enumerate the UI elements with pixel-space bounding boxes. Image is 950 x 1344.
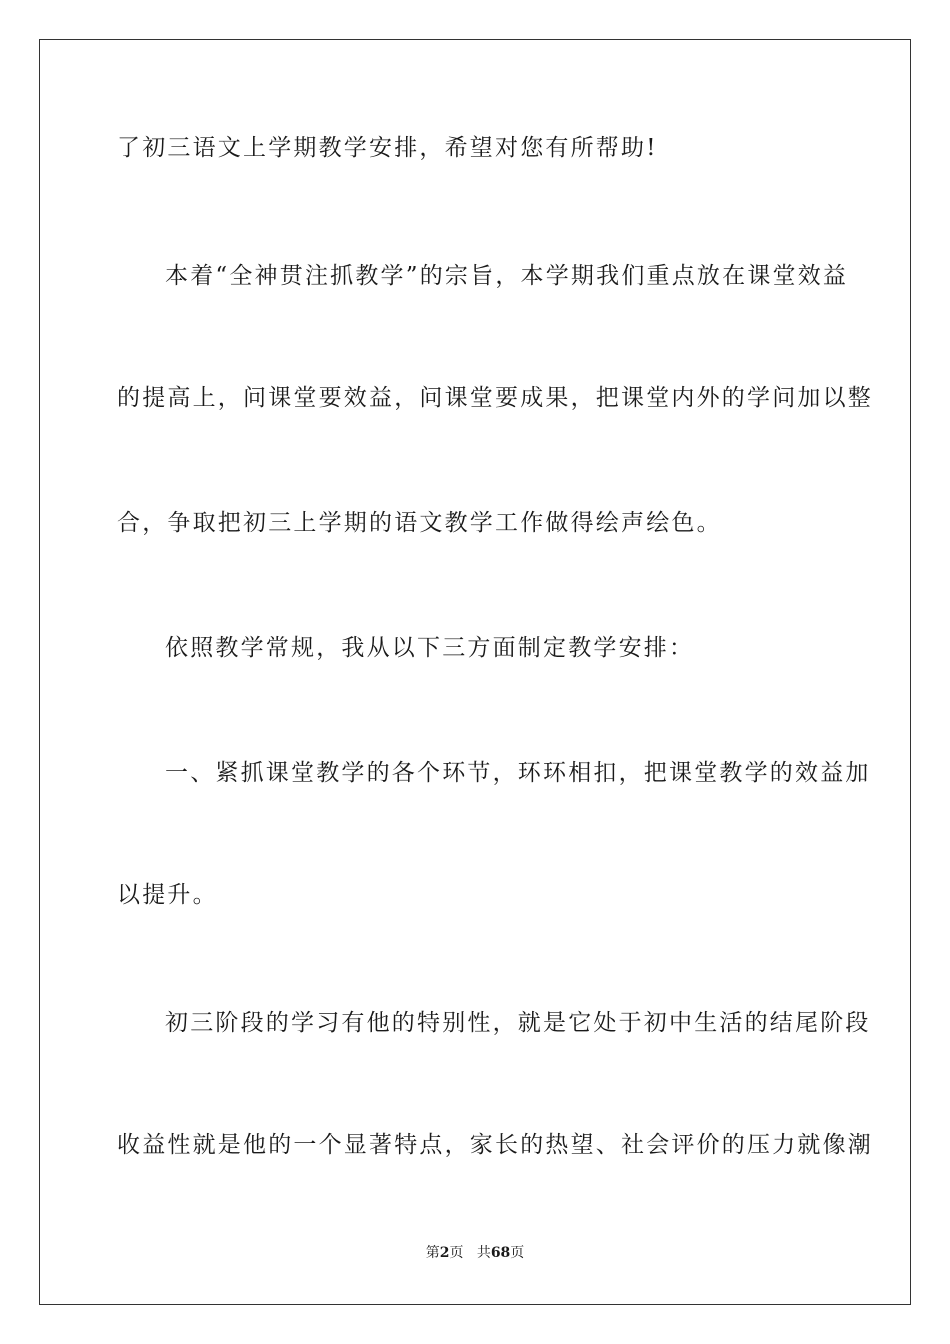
footer-total-suffix: 页 xyxy=(510,1245,525,1261)
text-line-1: 了初三语文上学期教学安排，希望对您有所帮助! xyxy=(117,135,658,161)
text-line-4: 合，争取把初三上学期的语文教学工作做得绘声绘色。 xyxy=(117,510,722,536)
text-line-5: 依照教学常规，我从以下三方面制定教学安排： xyxy=(165,635,695,661)
text-line-2: 本着“全神贯注抓教学”的宗旨，本学期我们重点放在课堂效益 xyxy=(165,263,849,289)
text-line-8: 初三阶段的学习有他的特别性，就是它处于初中生活的结尾阶段 xyxy=(165,1010,871,1036)
text-line-6: 一、紧抓课堂教学的各个环节，环环相扣，把课堂教学的效益加 xyxy=(165,760,871,786)
footer-total-pages: 68 xyxy=(490,1245,511,1261)
footer-page-number: 2 xyxy=(439,1245,450,1261)
page-border xyxy=(39,39,911,1305)
footer-total-prefix: 共 xyxy=(476,1245,491,1261)
text-line-7: 以提升。 xyxy=(117,882,218,908)
page-footer xyxy=(0,1243,950,1263)
text-line-9: 收益性就是他的一个显著特点，家长的热望、社会评价的压力就像潮 xyxy=(117,1132,873,1158)
text-line-3: 的提高上，问课堂要效益，问课堂要成果，把课堂内外的学问加以整 xyxy=(117,385,873,411)
footer-page-prefix: 第 xyxy=(425,1245,440,1261)
footer-page-suffix: 页 xyxy=(449,1245,464,1261)
